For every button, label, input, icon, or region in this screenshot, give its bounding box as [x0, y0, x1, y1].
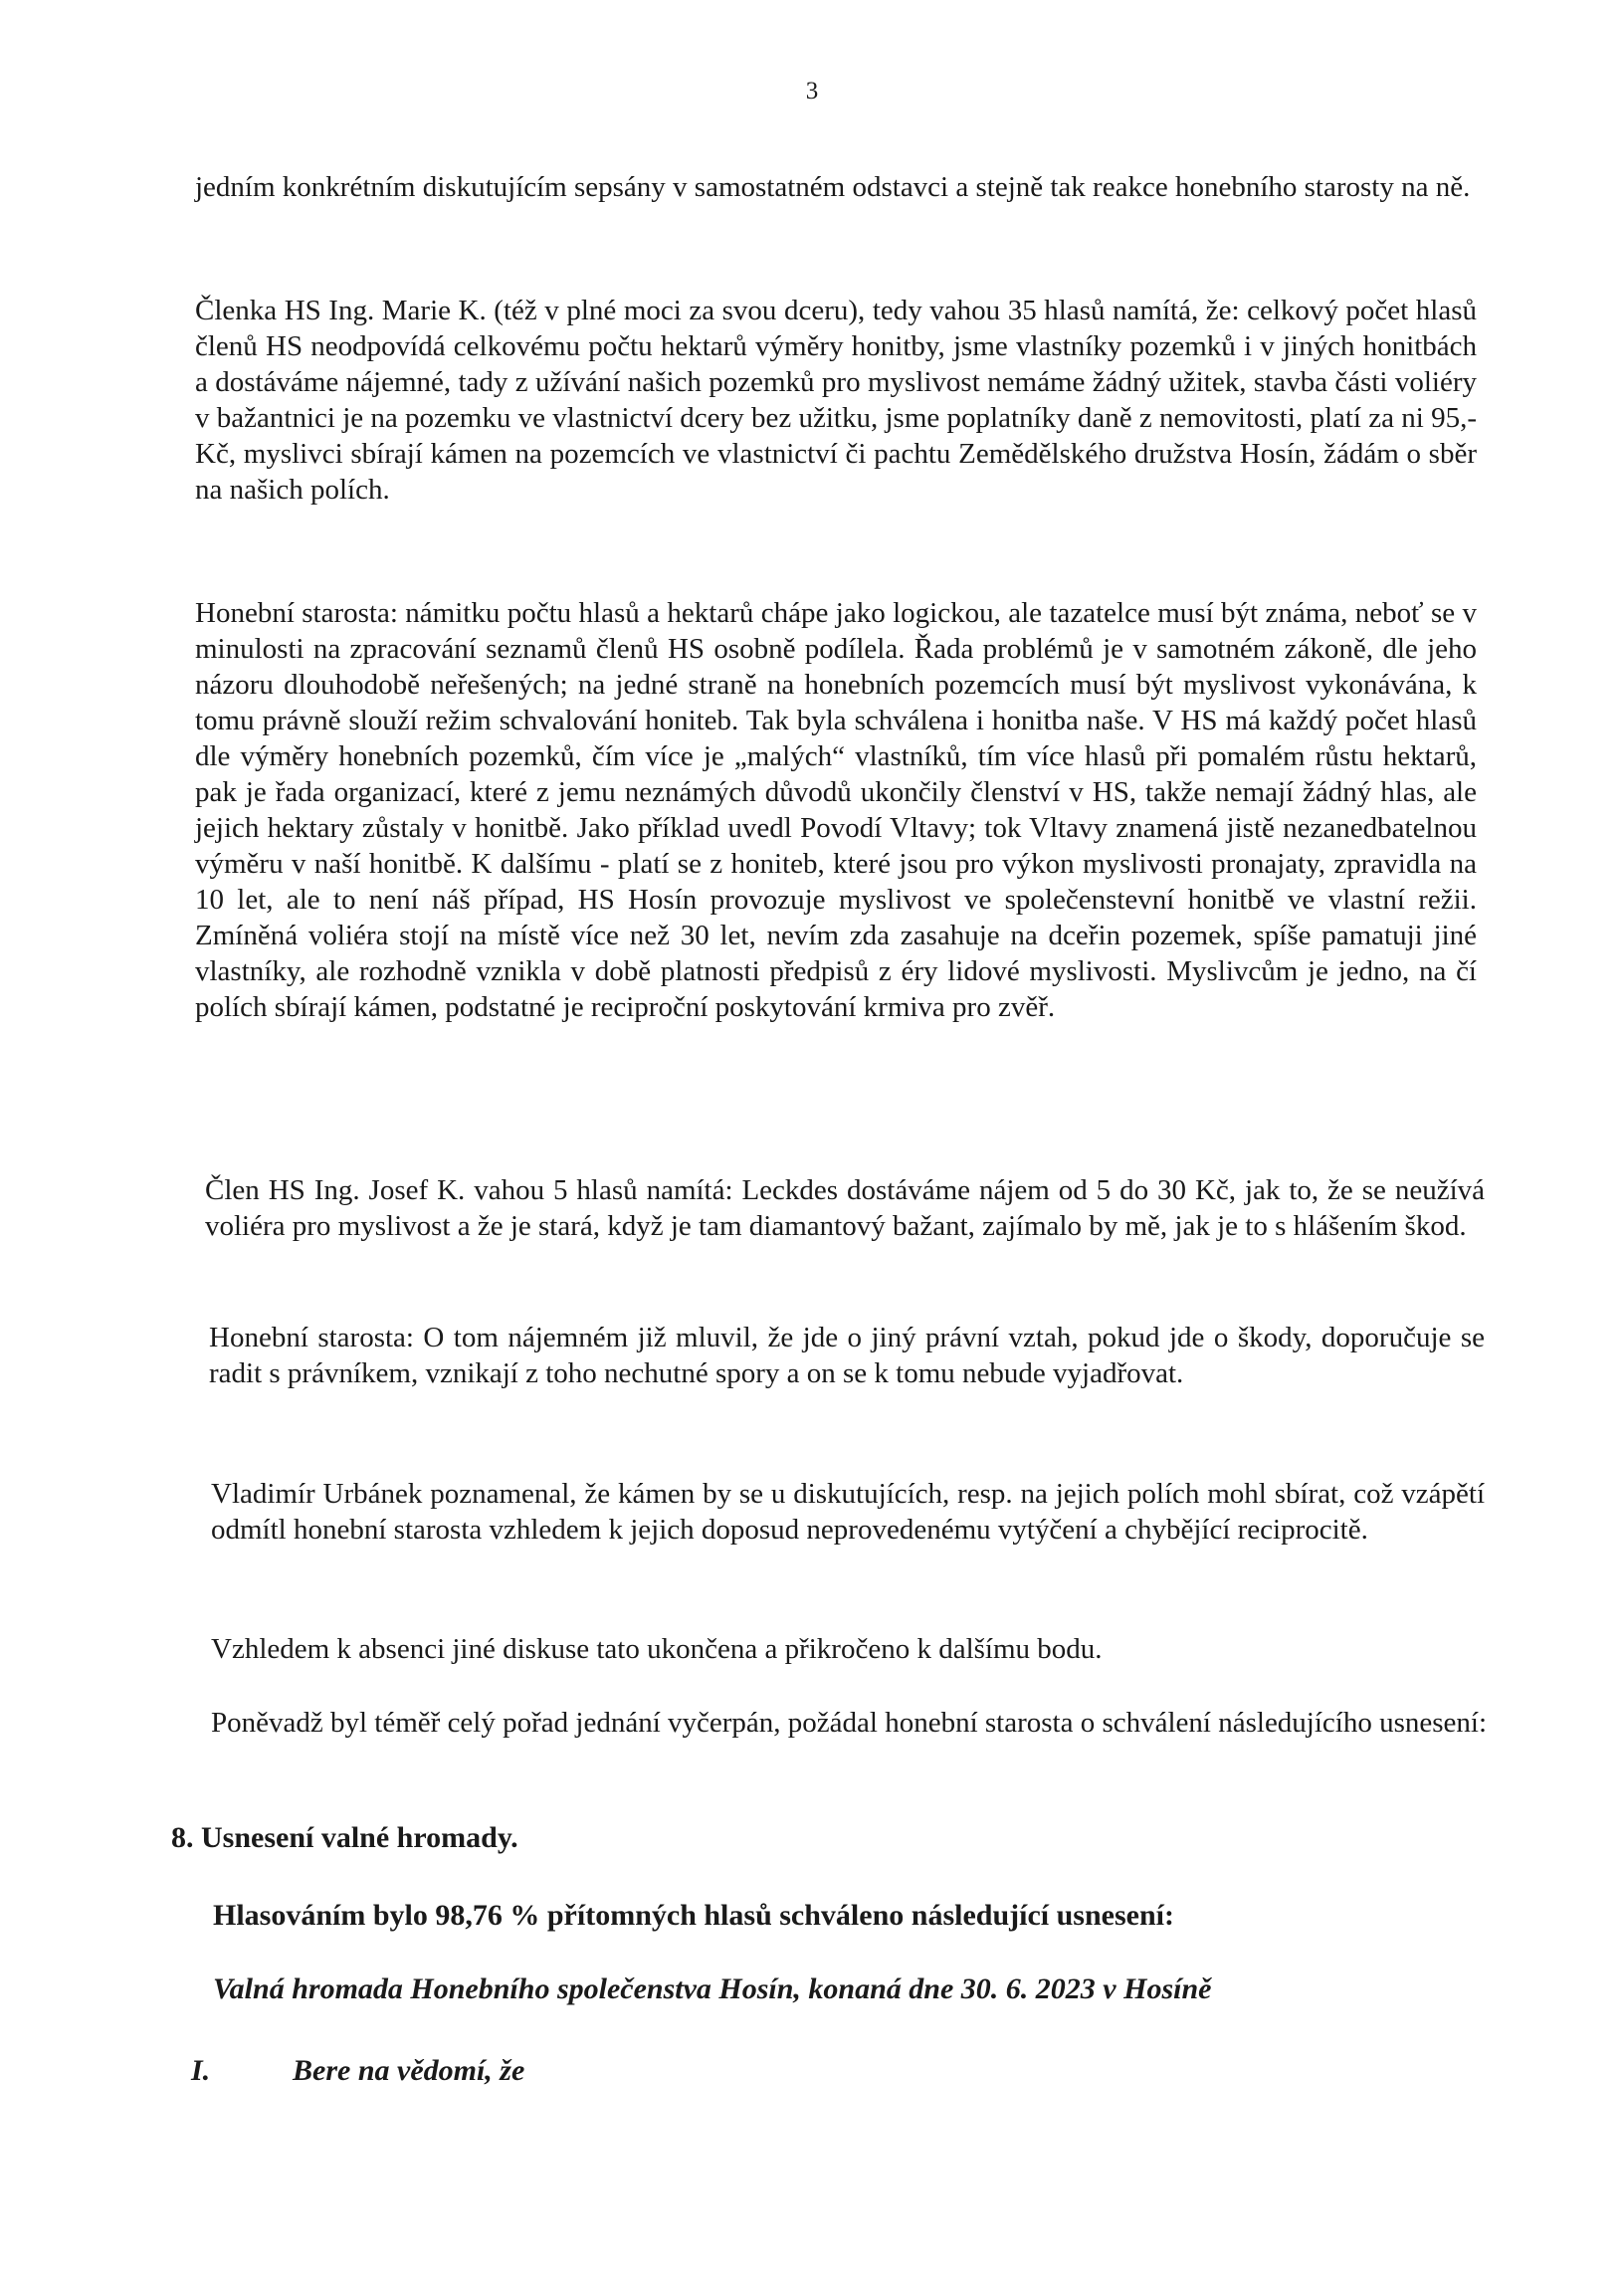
page-number: 3	[805, 78, 819, 104]
paragraph-urbanek: Vladimír Urbánek poznamenal, že kámen by se u diskutujících, resp. na jejich polích mohl sbírat, což vzápětí odmítl honební starosta vzhledem k jejich doposud neprovedenému vytýčení a chybějící reciprocitě.	[211, 1478, 1485, 1546]
voting-result: Hlasováním bylo 98,76 % přítomných hlasů schváleno následující usnesení:	[213, 1899, 1174, 1932]
paragraph-starosta-reply-1: Honební starosta: námitku počtu hlasů a hektarů chápe jako logickou, ale tazatelce musí být známa, neboť se v minulosti na zpracování seznamů členů HS osobně podílela. Řada problémů je v samotném zákoně, dle jeho názoru dlouhodobě neřešených; na jedné straně na honebních pozemcích musí být myslivost vykonávána, k tomu právně slouží režim schvalování honiteb. Tak byla schválena i honitba naše. V HS má každý počet hlasů dle výměry honebních pozemků, čím více je „malých“ vlastníků, tím více hlasů při pomalém růstu hektarů, pak je řada organizací, které z jemu neznámých důvodů ukončily členství v HS, takže nemají žádný hlas, ale jejich hektary zůstaly v honitbě. Jako příklad uvedl Povodí Vltavy; tok Vltavy znamená jistě nezanedbatelnou výměru v naší honitbě. K dalšímu - platí se z honiteb, které jsou pro výkon myslivosti pronajaty, zpravidla na 10 let, ale to není náš případ, HS Hosín provozuje myslivost ve společenstevní honitbě ve vlastní režii. Zmíněná voliéra stojí na místě více než 30 let, nevím zda zasahuje na dceřin pozemek, spíše pamatuji jiné vlastníky, ale rozhodně vznikla v době platnosti předpisů z éry lidové myslivosti. Myslivcům je jedno, na čí polích sbírají kámen, podstatné je reciproční poskytování krmiva pro zvěř.	[195, 597, 1477, 1023]
resolution-item-number: I.	[191, 2054, 211, 2087]
paragraph-member-josef: Člen HS Ing. Josef K. vahou 5 hlasů namítá: Leckdes dostáváme nájem od 5 do 30 Kč, jak to, že se neužívá voliéra pro myslivost a že je stará, když je tam diamantový bažant, zajímalo by mě, jak je to s hlášením škod.	[205, 1174, 1485, 1242]
resolution-title: Valná hromada Honebního společenstva Hosín, konaná dne 30. 6. 2023 v Hosíně	[213, 1972, 1212, 2005]
resolution-item	[191, 2054, 524, 2088]
paragraph-member-marie: Členka HS Ing. Marie K. (též v plné moci za svou dceru), tedy vahou 35 hlasů namítá, že: celkový počet hlasů členů HS neodpovídá celkovému počtu hektarů výměry honitby, jsme vlastníky pozemků i v jiných honitbách a dostáváme nájemné, tady z užívání našich pozemků pro myslivost nemáme žádný užitek, stavba části voliéry v bažantnici je na pozemku ve vlastnictví dcery bez užitku, jsme poplatníky daně z nemovitosti, platí za ni 95,-Kč, myslivci sbírají kámen na pozemcích ve vlastnictví či pachtu Zemědělského družstva Hosín, žádám o sběr na našich polích.	[195, 295, 1477, 506]
paragraph-resolution-request: Poněvadž byl téměř celý pořad jednání vyčerpán, požádal honební starosta o schválení následujícího usnesení:	[211, 1707, 1488, 1739]
resolution-item-text: Bere na vědomí, že	[293, 2054, 525, 2087]
paragraph-discussion-end: Vzhledem k absenci jiné diskuse tato ukončena a přikročeno k dalšímu bodu.	[211, 1633, 1103, 1665]
section-heading: 8. Usnesení valné hromady.	[171, 1821, 518, 1854]
paragraph-starosta-reply-2: Honební starosta: O tom nájemném již mluvil, že jde o jiný právní vztah, pokud jde o škody, doporučuje se radit s právníkem, vznikají z toho nechutné spory a on se k tomu nebude vyjadřovat.	[209, 1322, 1485, 1389]
paragraph-intro: jedním konkrétním diskutujícím sepsány v samostatném odstavci a stejně tak reakce honebního starosty na ně.	[195, 171, 1471, 203]
